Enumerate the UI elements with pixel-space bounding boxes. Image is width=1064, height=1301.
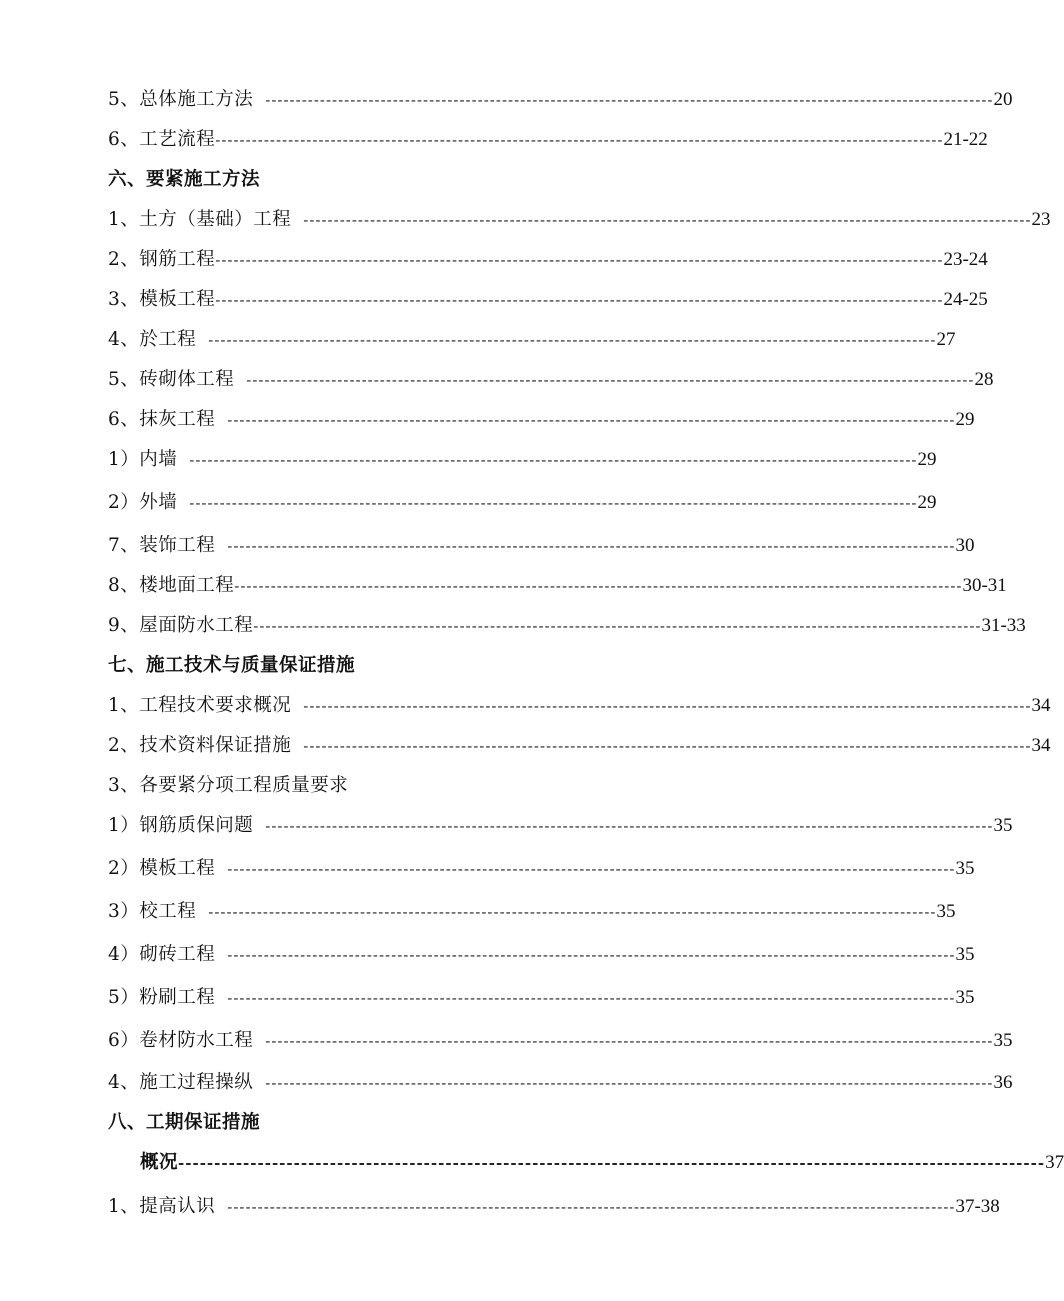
toc-leader: ------------------------------------------------------------------------------------------------------------------------	[303, 737, 1032, 755]
toc-entry	[108, 732, 1051, 760]
toc-entry	[108, 126, 988, 154]
toc-leader: ------------------------------------------------------------------------------------------------------------------------	[215, 131, 944, 149]
toc-entry-label: 8、楼地面工程	[108, 575, 235, 596]
toc-entry	[108, 286, 988, 314]
toc-page-number: 23-24	[943, 249, 988, 270]
toc-entry	[108, 366, 994, 394]
toc-entry	[108, 532, 975, 560]
toc-page-number: 35	[955, 858, 975, 879]
toc-entry	[108, 489, 937, 517]
toc-entry	[108, 206, 1051, 234]
toc-entry-label: 1、提高认识	[108, 1196, 216, 1217]
toc-page-number: 35	[993, 815, 1013, 836]
toc-entry-label: 9、屋面防水工程	[108, 615, 254, 636]
toc-page-number: 30	[955, 535, 975, 556]
toc-page-number: 29	[917, 492, 937, 513]
toc-entry	[108, 612, 1026, 640]
toc-entry	[108, 246, 988, 274]
toc-entry-label: 4、施工过程操纵	[108, 1072, 254, 1093]
toc-entry-label: 2、钢筋工程	[108, 249, 216, 270]
toc-page-number: 35	[955, 987, 975, 1008]
toc-entry-label: 6、抹灰工程	[108, 409, 216, 430]
toc-page-number: 29	[955, 409, 975, 430]
toc-entry	[108, 812, 1013, 840]
toc-leader: ------------------------------------------------------------------------------------------------------------------------	[227, 860, 956, 878]
toc-page-number: 35	[936, 901, 956, 922]
toc-leader: ------------------------------------------------------------------------------------------------------------------------	[227, 537, 956, 555]
toc-page-number: 21-22	[943, 129, 988, 150]
toc-entry-label: 5）粉刷工程	[108, 987, 216, 1008]
toc-leader: ------------------------------------------------------------------------------------------------------------------------	[178, 1154, 1046, 1172]
toc-entry	[108, 772, 740, 800]
toc-leader: ------------------------------------------------------------------------------------------------------------------------	[265, 817, 994, 835]
toc-page-number: 27	[936, 329, 956, 350]
toc-entry	[108, 446, 937, 474]
toc-entry	[108, 406, 975, 434]
toc-page-number: 35	[993, 1030, 1013, 1051]
toc-entry-label: 1）内墙	[108, 449, 178, 470]
toc-entry-label: 4）砌砖工程	[108, 944, 216, 965]
toc-entry-label: 2）外墙	[108, 492, 178, 513]
toc-page-number: 20	[993, 89, 1013, 110]
toc-page-number: 29	[917, 449, 937, 470]
toc-leader: ------------------------------------------------------------------------------------------------------------------------	[303, 211, 1032, 229]
toc-entry	[108, 898, 956, 926]
toc-entry-label: 6）卷材防水工程	[108, 1030, 254, 1051]
toc-entry	[108, 855, 975, 883]
toc-page-number: 31-33	[981, 615, 1026, 636]
toc-entry	[108, 1027, 1013, 1055]
toc-entry-label: 概况	[140, 1152, 179, 1173]
toc-entry-label: 3）校工程	[108, 901, 197, 922]
toc-entry-label: 5、总体施工方法	[108, 89, 254, 110]
toc-page-number: 36	[993, 1072, 1013, 1093]
toc-entry	[108, 1193, 1000, 1221]
toc-page-number: 24-25	[943, 289, 988, 310]
toc-leader: ------------------------------------------------------------------------------------------------------------------------	[227, 1198, 956, 1216]
section-heading: 六、要紧施工方法	[108, 169, 261, 190]
toc-entry-label: 1、工程技术要求概况	[108, 695, 292, 716]
toc-entry-label: 3、模板工程	[108, 289, 216, 310]
toc-leader: ------------------------------------------------------------------------------------------------------------------------	[246, 371, 975, 389]
toc-page-number: 37-38	[955, 1196, 1000, 1217]
toc-entry-label: 7、装饰工程	[108, 535, 216, 556]
toc-leader: ------------------------------------------------------------------------------------------------------------------------	[253, 617, 982, 635]
toc-entry	[108, 326, 956, 354]
toc-leader: ------------------------------------------------------------------------------------------------------------------------	[265, 1074, 994, 1092]
section-heading: 七、施工技术与质量保证措施	[108, 655, 356, 676]
toc-page-number: 35	[955, 944, 975, 965]
toc-leader: ------------------------------------------------------------------------------------------------------------------------	[215, 291, 944, 309]
toc-page-number: 34	[1031, 695, 1051, 716]
toc-leader: ------------------------------------------------------------------------------------------------------------------------	[227, 946, 956, 964]
toc-entry-label: 1）钢筋质保问题	[108, 815, 254, 836]
toc-entry-label: 3、各要紧分项工程质量要求	[108, 775, 349, 796]
toc-entry-label: 6、工艺流程	[108, 129, 216, 150]
toc-leader: ------------------------------------------------------------------------------------------------------------------------	[303, 697, 1032, 715]
toc-page-number: 34	[1031, 735, 1051, 756]
toc-entry-label: 1、土方（基础）工程	[108, 209, 292, 230]
toc-page-number: 30-31	[962, 575, 1007, 596]
toc-entry	[108, 86, 1013, 114]
toc-entry-label: 5、砖砌体工程	[108, 369, 235, 390]
toc-entry-label: 2）模板工程	[108, 858, 216, 879]
toc-leader: ------------------------------------------------------------------------------------------------------------------------	[227, 411, 956, 429]
toc-leader: ------------------------------------------------------------------------------------------------------------------------	[265, 1032, 994, 1050]
toc-entry	[108, 572, 1007, 600]
toc-leader: ------------------------------------------------------------------------------------------------------------------------	[208, 331, 937, 349]
toc-entry	[108, 984, 975, 1012]
toc-leader: ------------------------------------------------------------------------------------------------------------------------	[234, 577, 963, 595]
toc-page-number: 23	[1031, 209, 1051, 230]
toc-page-number: 28	[974, 369, 994, 390]
toc-leader: ------------------------------------------------------------------------------------------------------------------------	[189, 494, 918, 512]
toc-leader: ------------------------------------------------------------------------------------------------------------------------	[265, 91, 994, 109]
toc-entry	[108, 941, 975, 969]
toc-entry-label: 2、技术资料保证措施	[108, 735, 292, 756]
toc-entry	[108, 1069, 1013, 1097]
toc-leader: ------------------------------------------------------------------------------------------------------------------------	[227, 989, 956, 1007]
toc-entry-label: 4、於工程	[108, 329, 197, 350]
toc-leader: ------------------------------------------------------------------------------------------------------------------------	[189, 451, 918, 469]
toc-entry	[140, 1149, 1064, 1177]
toc-page-number: 37	[1045, 1152, 1064, 1173]
toc-leader: ------------------------------------------------------------------------------------------------------------------------	[215, 251, 944, 269]
section-heading: 八、工期保证措施	[108, 1112, 261, 1133]
toc-leader: ------------------------------------------------------------------------------------------------------------------------	[208, 903, 937, 921]
toc-entry	[108, 692, 1051, 720]
